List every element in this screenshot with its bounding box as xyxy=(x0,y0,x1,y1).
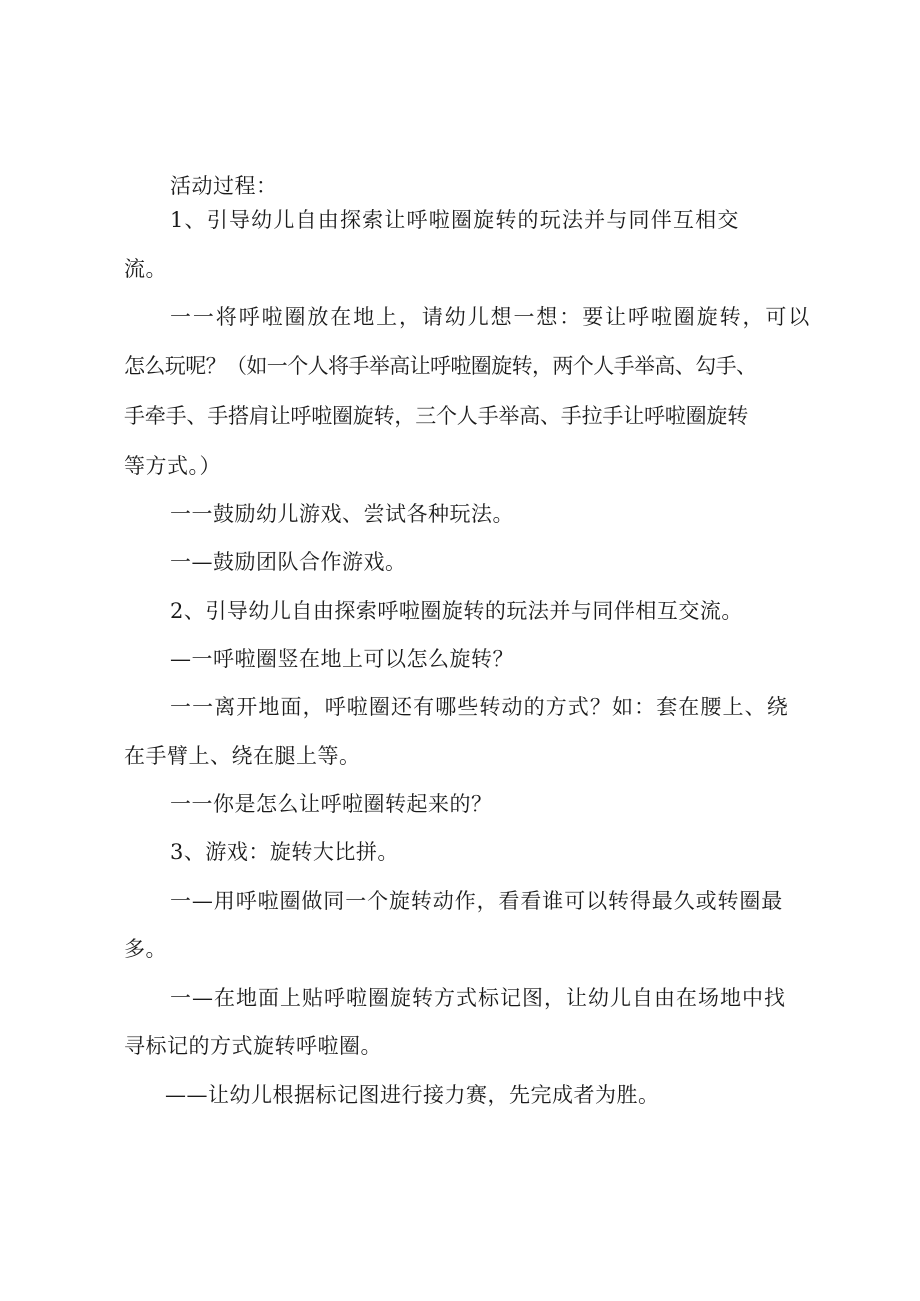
paragraph-line: 一—在地面上贴呼啦圈旋转方式标记图，让幼儿自由在场地中找 xyxy=(170,986,786,1010)
paragraph-line: 怎么玩呢？（如一个人将手举高让呼啦圈旋转，两个人手举高、勾手、 xyxy=(124,354,757,378)
paragraph-line: 一—用呼啦圈做同一个旋转动作，看看谁可以转得最久或转圈最 xyxy=(170,889,784,913)
paragraph-line: 等方式。） xyxy=(124,454,221,478)
paragraph-line: 一一鼓励幼儿游戏、尝试各种玩法。 xyxy=(170,502,514,526)
paragraph-line: 一一离开地面，呼啦圈还有哪些转动的方式？如：套在腰上、绕 xyxy=(170,695,789,719)
step-2-title: 2、引导幼儿自由探索呼啦圈旋转的玩法并与同伴相互交流。 xyxy=(170,599,743,623)
paragraph-line: 一—鼓励团队合作游戏。 xyxy=(170,550,407,574)
paragraph-line: —一呼啦圈竖在地上可以怎么旋转？ xyxy=(170,647,514,671)
step-1-title-line-1: 1、引导幼儿自由探索让呼啦圈旋转的玩法并与同伴互相交 xyxy=(170,208,740,232)
section-heading: 活动过程： xyxy=(170,174,278,198)
paragraph-line: ——让幼儿根据标记图进行接力赛，先完成者为胜。 xyxy=(165,1083,660,1107)
step-3-title: 3、游戏：旋转大比拼。 xyxy=(170,840,399,864)
paragraph-line: 在手臂上、绕在腿上等。 xyxy=(124,744,361,768)
paragraph-line: 手牵手、手搭肩让呼啦圈旋转，三个人手举高、手拉手让呼啦圈旋转 xyxy=(124,404,748,428)
paragraph-line: 寻标记的方式旋转呼啦圈。 xyxy=(124,1034,382,1058)
step-1-title-line-2: 流。 xyxy=(124,257,167,281)
paragraph-line: 一一你是怎么让呼啦圈转起来的？ xyxy=(170,792,493,816)
paragraph-line: 多。 xyxy=(124,937,167,961)
paragraph-line: 一一将呼啦圈放在地上，请幼儿想一想：要让呼啦圈旋转，可以 xyxy=(170,305,812,329)
